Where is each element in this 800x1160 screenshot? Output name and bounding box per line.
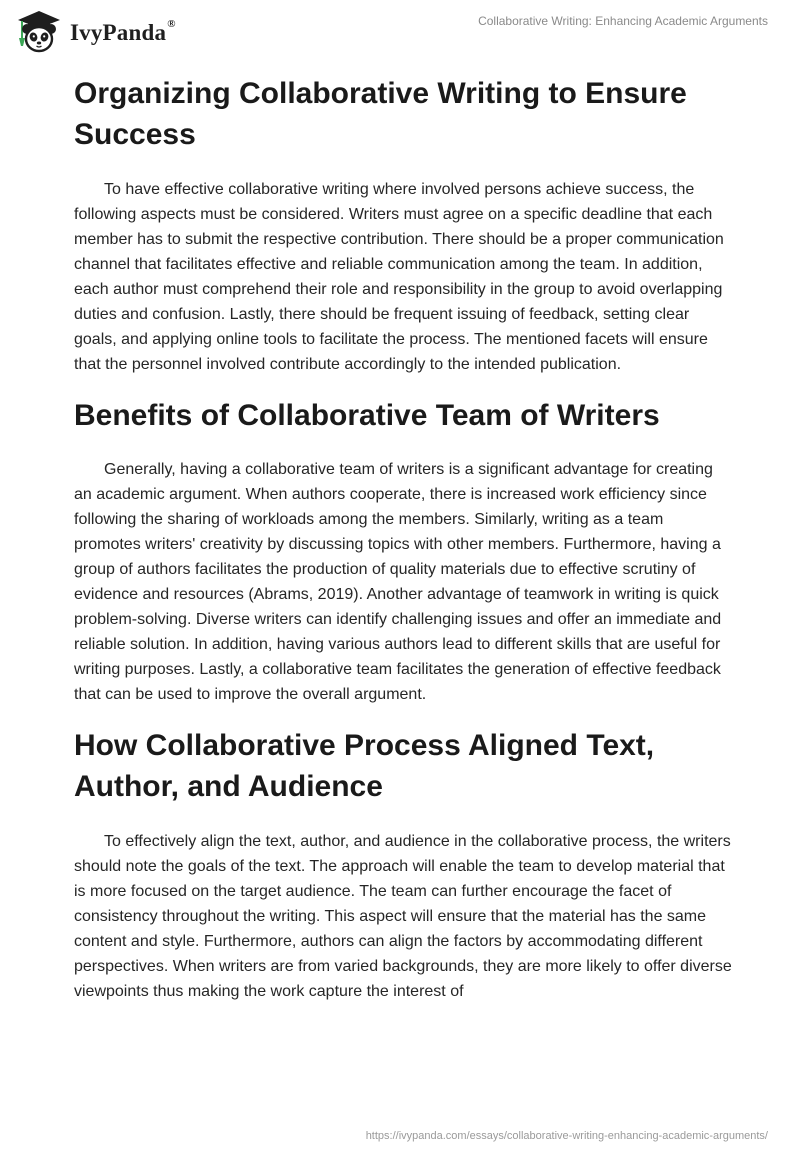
section-alignment	[74, 725, 734, 1004]
section-paragraph: To effectively align the text, author, and audience in the collaborative process, the writers should note the goals of the text. The approach will enable the team to develop material that is more focused on the target audience. The team can further encourage the facet of consistency throughout the writing. This aspect will ensure that the material has the same content and style. Furthermore, authors can align the factors by accommodating different perspectives. When writers are from varied backgrounds, they are more likely to offer diverse viewpoints thus making the work capture the interest of	[74, 833, 732, 1000]
document-title: Collaborative Writing: Enhancing Academic Arguments	[478, 14, 768, 28]
section-organizing	[74, 73, 734, 377]
essay-content	[74, 70, 734, 1004]
section-heading: How Collaborative Process Aligned Text, Author, and Audience	[74, 729, 655, 803]
section-heading: Organizing Collaborative Writing to Ensure Success	[74, 77, 687, 151]
panda-graduate-icon	[14, 8, 64, 56]
section-paragraph: Generally, having a collaborative team of writers is a significant advantage for creating an academic argument. When authors cooperate, there is increased work efficiency since following the sharing of workloads among the members. Similarly, writing as a team promotes writers' creativity by discussing topics with other members. Furthermore, having a group of authors facilitates the production of quality materials due to effective scrutiny of evidence and resources (Abrams, 2019). Another advantage of teamwork in writing is quick problem-solving. Diverse writers can identify challenging issues and offer an immediate and reliable solution. In addition, having various authors lead to different skills that are useful for writing purposes. Lastly, a collaborative team facilitates the generation of effective feedback that can be used to improve the overall argument.	[74, 461, 722, 703]
page-header	[0, 0, 800, 60]
section-benefits	[74, 395, 734, 707]
brand-text: IvyPanda	[70, 20, 167, 45]
section-paragraph: To have effective collaborative writing where involved persons achieve success, the following aspects must be considered. Writers must agree on a specific deadline that each member has to submit the respective contribution. There should be a proper communication channel that facilitates effective and reliable communication among the team. In addition, each author must comprehend their role and responsibility in the group to avoid overlapping duties and confusion. Lastly, there should be frequent issuing of feedback, setting clear goals, and applying online tools to facilitate the process. The mentioned facets will ensure that the personnel involved contribute accordingly to the intended publication.	[74, 181, 724, 373]
site-logo[interactable]	[14, 8, 176, 56]
source-url[interactable]: https://ivypanda.com/essays/collaborative-writing-enhancing-academic-arguments/	[365, 1130, 768, 1142]
brand-name	[70, 20, 176, 46]
registered-mark: ®	[167, 18, 176, 31]
section-heading: Benefits of Collaborative Team of Writers	[74, 399, 660, 432]
